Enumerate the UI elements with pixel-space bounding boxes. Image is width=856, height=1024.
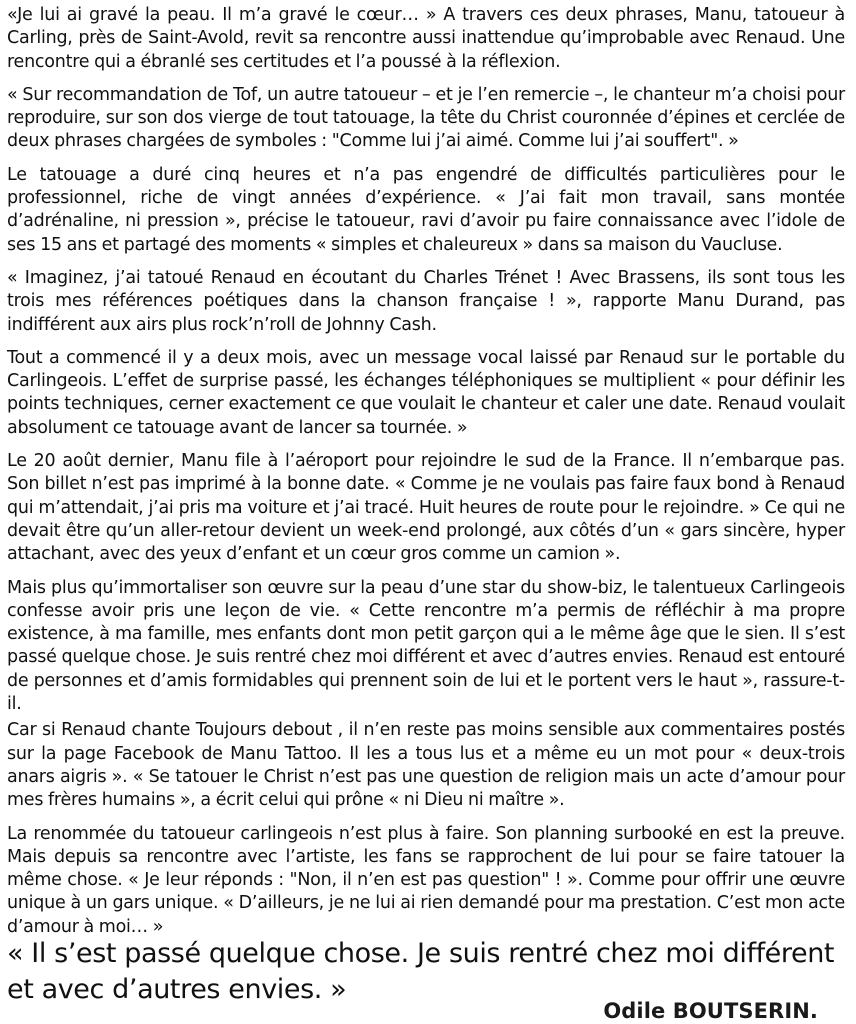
article-paragraph-9: La renommée du tatoueur carlingeois n’est plus à faire. Son planning surbooké en est la preuve. Mais depuis sa rencontre avec l’artiste, les fans se rapprochent de lui pour se faire tatouer la même chose. « Je leur réponds : "Non, il n’en est pas question" ! ». Comme pour offrir une œuvre unique à un gars unique. « D’ailleurs, je ne lui ai rien demandé pour ma prestation. C’est mon acte d’amour à moi… » <box>7 823 845 937</box>
article-paragraph-7: Mais plus qu’immortaliser son œuvre sur la peau d’une star du show-biz, le talentueux Carlingeois confesse avoir pris une leçon de vie. « Cette rencontre m’a permis de réfléchir à ma propre existence, à ma famille, mes enfants dont mon petit garçon qui a le même âge que le sien. Il s’est passé quelque chose. Je suis rentré chez moi différent et avec d’autres envies. Renaud est entouré de personnes et d’amis formidables qui prennent soin de lui et le portent vers le haut », rassure-t-il. <box>7 577 845 715</box>
pull-quote: « Il s’est passé quelque chose. Je suis rentré chez moi différent et avec d’autres envies. » <box>7 938 835 1005</box>
article-paragraph-1: «Je lui ai gravé la peau. Il m’a gravé le cœur… » A travers ces deux phrases, Manu, tatoueur à Carling, près de Saint-Avold, revit sa rencontre aussi inattendue qu’improbable avec Renaud. Une rencontre qui a ébranlé ses certitudes et l’a poussé à la réflexion. <box>7 5 845 72</box>
article-paragraph-8: Car si Renaud chante Toujours debout , il n’en reste pas moins sensible aux commentaires postés sur la page Facebook de Manu Tattoo. Il les a tous lus et a même eu un mot pour « deux-trois anars aigris ». « Se tatouer le Christ n’est pas une question de religion mais un acte d’amour pour mes frères humains », a écrit celui qui prône « ni Dieu ni maître ». <box>7 720 845 811</box>
article-paragraph-6: Le 20 août dernier, Manu file à l’aéroport pour rejoindre le sud de la France. Il n’embarque pas. Son billet n’est pas imprimé à la bonne date. « Comme je ne voulais pas faire faux bond à Renaud qui m’attendait, j’ai pris ma voiture et j’ai tracé. Huit heures de route pour le rejoindre. » Ce qui ne devait être qu’un aller-retour devient un week-end prolongé, aux côtés d’un « gars sincère, hyper attachant, avec des yeux d’enfant et un cœur gros comme un camion ». <box>7 451 845 565</box>
author-signature: Odile BOUTSERIN. <box>603 999 818 1023</box>
article-body <box>7 4 845 949</box>
article-paragraph-4: « Imaginez, j’ai tatoué Renaud en écoutant du Charles Trénet ! Avec Brassens, ils sont tous les trois mes références poétiques dans la chanson française ! », rapporte Manu Durand, pas indifférent aux airs plus rock’n’roll de Johnny Cash. <box>7 267 845 335</box>
article-paragraph-5: Tout a commencé il y a deux mois, avec un message vocal laissé par Renaud sur le portable du Carlingeois. L’effet de surprise passé, les échanges téléphoniques se multiplient « pour définir les points techniques, cerner exactement ce que voulait le chanteur et caler une date. Renaud voulait absolument ce tatouage avant de lancer sa tournée. » <box>7 347 845 438</box>
article-paragraph-2: « Sur recommandation de Tof, un autre tatoueur – et je l’en remercie –, le chanteur m’a choisi pour reproduire, sur son dos vierge de tout tatouage, la tête du Christ couronnée d’épines et cerclée de deux phrases chargées de symboles : "Comme lui j’ai aimé. Comme lui j’ai souffert". » <box>7 84 845 152</box>
article-paragraph-3: Le tatouage a duré cinq heures et n’a pas engendré de difficultés particulières pour le professionnel, riche de vingt années d’expérience. « J’ai fait mon travail, sans montée d’adrénaline, ni pression », précise le tatoueur, ravi d’avoir pu faire connaissance avec l’idole de ses 15 ans et partagé des moments « simples et chaleureux » dans sa maison du Vaucluse. <box>7 164 845 255</box>
